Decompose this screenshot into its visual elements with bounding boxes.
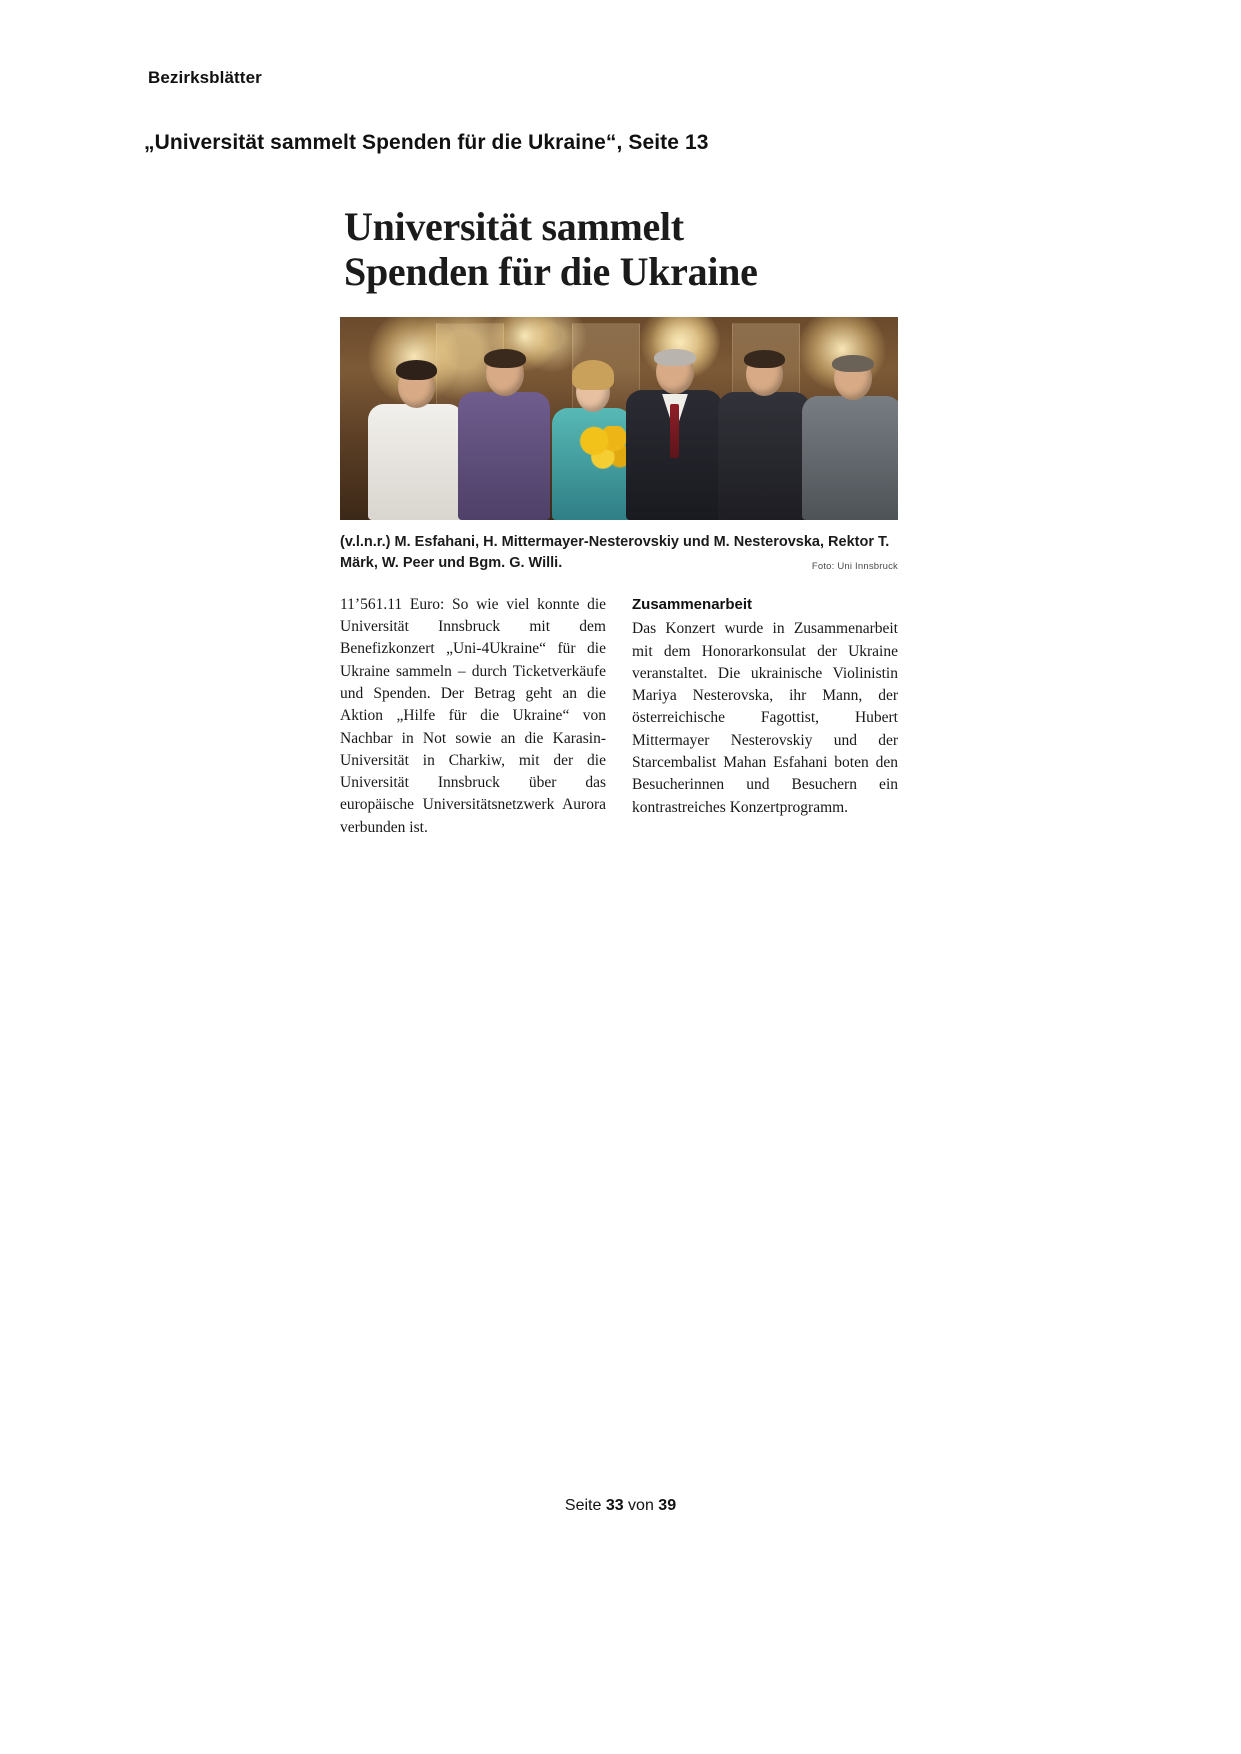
article-columns (340, 594, 898, 839)
person-hair (832, 355, 874, 372)
footer-total-pages: 39 (658, 1497, 677, 1514)
person-tie (670, 404, 679, 458)
photo-caption (340, 532, 898, 574)
person-body (718, 392, 810, 520)
photo-person (626, 344, 722, 520)
person-hair (654, 349, 696, 366)
article-left-column: 11’561.11 Euro: So wie viel konnte die Universität Innsbruck mit dem Benefizkonzert „Uni-4Ukraine“ für die Ukraine sammeln – durch Ticketverkäufe und Spenden. Der Betrag geht an die Aktion „Hilfe für die Ukraine“ von Nachbar in Not sowie an die Karasin-Universität in Charkiw, mit der die Universität Innsbruck über das europäische Universitätsnetzwerk Aurora verbunden ist. (340, 595, 606, 836)
article-right-column-heading: Zusammenarbeit (632, 595, 753, 613)
flower-bouquet-icon (578, 426, 632, 476)
article-right-column-text: Das Konzert wurde in Zusammenarbeit mit dem Honorarkonsulat der Ukraine veranstaltet. Die ukrainische Violinistin Mariya Nesterovska, ihr Mann, der österreichische Fagottist, Hubert Mittermayer Nesterovskiy und der Starcembalist Mahan Esfahani boten den Besucherinnen und Besuchern ein kontrastreiches Konzertprogramm. (632, 620, 898, 816)
clipping-headline-line1: Universität sammelt (344, 204, 684, 249)
footer-current-page: 33 (605, 1497, 624, 1514)
photo-person (802, 352, 898, 520)
source-label: Bezirksblätter (148, 68, 262, 87)
person-hair (744, 350, 785, 368)
footer-prefix: Seite (564, 1497, 606, 1514)
person-body (802, 396, 898, 520)
person-body (368, 404, 464, 520)
photo-credit: Foto: Uni Innsbruck (811, 560, 898, 572)
person-hair (484, 349, 526, 368)
photo-person (368, 360, 464, 520)
person-hair (396, 360, 437, 380)
newspaper-clipping (340, 205, 900, 839)
photo-person (718, 348, 810, 520)
clipping-headline (344, 205, 900, 295)
clipping-photo (340, 317, 898, 520)
person-body (458, 392, 550, 520)
photo-caption-text: (v.l.n.r.) M. Esfahani, H. Mittermayer-Nesterovskiy und M. Nesterovska, Rektor T. Märk, W. Peer und Bgm. G. Willi. (340, 533, 890, 571)
photo-person (458, 348, 550, 520)
page-footer (0, 1497, 1241, 1515)
footer-middle: von (623, 1497, 659, 1514)
article-right-column (632, 594, 898, 839)
clipping-headline-line2: Spenden für die Ukraine (344, 248, 758, 294)
page-title: „Universität sammelt Spenden für die Ukraine“, Seite 13 (144, 131, 709, 154)
person-hair (572, 360, 614, 390)
